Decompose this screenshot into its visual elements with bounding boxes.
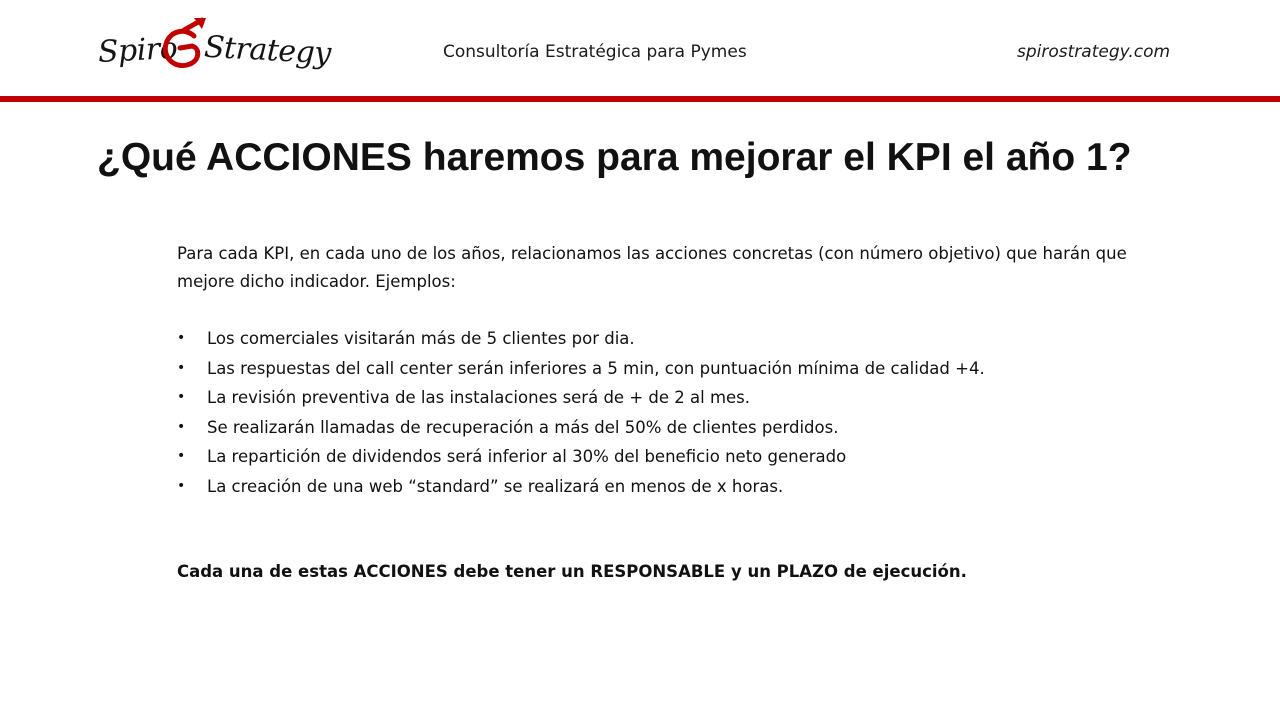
bullet-icon: • (177, 448, 186, 464)
list-item-text: Las respuestas del call center serán inferiores a 5 min, con puntuación mínima de calidad +4. (207, 358, 985, 378)
logo-word-right: Strategy (203, 29, 332, 72)
company-logo (92, 14, 332, 78)
list-item-text: La repartición de dividendos será inferior al 30% del beneficio neto generado (207, 447, 847, 466)
list-item-text: La revisión preventiva de las instalaciones será de + de 2 al mes. (207, 388, 751, 407)
bullet-icon: • (177, 330, 186, 346)
list-item-text: Los comerciales visitarán más de 5 clientes por dia. (207, 329, 635, 348)
list-item (177, 383, 1137, 413)
bullet-icon: • (177, 389, 186, 405)
header-website: spirostrategy.com (1017, 42, 1171, 62)
list-item-text: Se realizarán llamadas de recuperación a más del 50% de clientes perdidos. (207, 417, 839, 437)
intro-paragraph: Para cada KPI, en cada uno de los años, relacionamos las acciones concretas (con número objetivo) que harán que mejore dicho indicador. Ejemplos: (177, 244, 1127, 291)
logo-word-left: Spiro (97, 30, 179, 71)
bullet-icon: • (177, 359, 186, 376)
list-item (177, 472, 1137, 502)
header-divider (0, 96, 1280, 102)
bullet-icon: • (177, 477, 186, 494)
bullet-icon: • (177, 418, 186, 435)
list-item (177, 413, 1137, 443)
slide-title: ¿Qué ACCIONES haremos para mejorar el KPI el año 1? (97, 136, 1132, 179)
actions-list (177, 324, 1137, 501)
header-tagline: Consultoría Estratégica para Pymes (443, 42, 747, 62)
list-item (177, 324, 1137, 354)
slide-body (177, 240, 1137, 501)
list-item-text: La creación de una web “standard” se realizará en menos de x horas. (207, 476, 784, 496)
spiral-arrow-icon (150, 16, 212, 78)
closing-statement: Cada una de estas ACCIONES debe tener un RESPONSABLE y un PLAZO de ejecución. (177, 562, 967, 581)
list-item (177, 354, 1137, 384)
list-item (177, 442, 1137, 472)
